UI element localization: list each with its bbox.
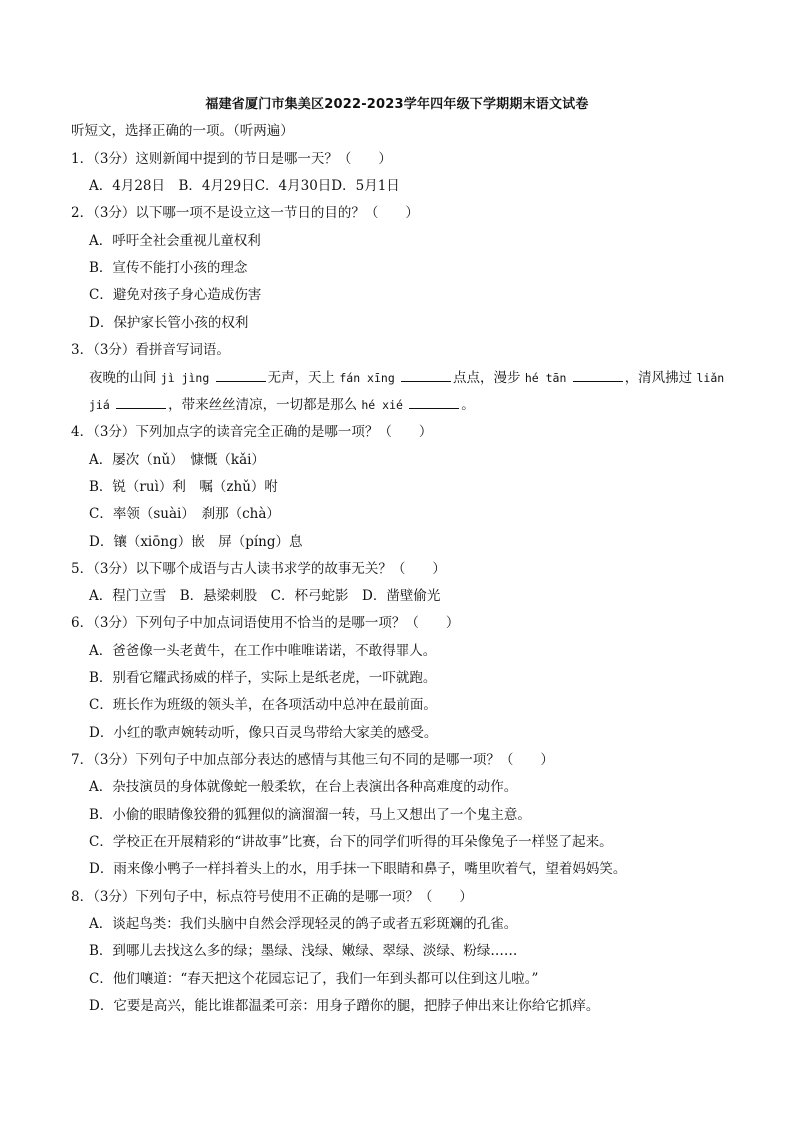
page-title: 福建省厦门市集美区2022-2023学年四年级下学期期末语文试卷 bbox=[205, 97, 589, 112]
q3-text: 无声，天上 bbox=[267, 370, 336, 386]
pinyin: hé xié bbox=[361, 398, 403, 412]
question-7-option-d: D．雨来像小鸭子一样抖着头上的水，用手抹一下眼睛和鼻子，嘴里吹着气，望着妈妈笑。 bbox=[89, 861, 627, 877]
question-2-option-b: B．宣传不能打小孩的理念 bbox=[89, 260, 248, 276]
q3-text: 夜晚的山间 bbox=[89, 370, 157, 386]
answer-blank[interactable] bbox=[401, 369, 451, 382]
question-6-stem: 6．（3分）下列句子中加点词语使用不恰当的是哪一项？（ ） bbox=[71, 615, 460, 631]
question-1-options: A．4月28日 B．4月29日C．4月30日D．5月1日 bbox=[89, 178, 400, 194]
question-2-option-c: C．避免对孩子身心造成伤害 bbox=[89, 287, 262, 303]
q3-text: ，清风拂过 bbox=[624, 370, 693, 386]
question-7-option-b: B．小偷的眼睛像狡猾的狐狸似的滴溜溜一转，马上又想出了一个鬼主意。 bbox=[89, 807, 531, 823]
pinyin: jì jìng bbox=[160, 371, 210, 385]
question-8-stem: 8．（3分）下列句子中，标点符号使用不正确的是哪一项？（ ） bbox=[71, 889, 473, 905]
question-8-option-a: A．谈起鸟类：我们头脑中自然会浮现轻灵的鸽子或者五彩斑斓的孔雀。 bbox=[89, 916, 518, 932]
answer-blank[interactable] bbox=[116, 396, 166, 409]
question-7-option-a: A．杂技演员的身体就像蛇一般柔软，在台上表演出各种高难度的动作。 bbox=[89, 779, 518, 795]
question-4-stem: 4．（3分）下列加点字的读音完全正确的是哪一项？（ ） bbox=[71, 424, 433, 440]
question-8-option-b: B．到哪儿去找这么多的绿；墨绿、浅绿、嫩绿、翠绿、淡绿、粉绿…… bbox=[89, 943, 518, 959]
question-4-option-c: C．率领（suài） 刹那（chà） bbox=[89, 506, 280, 522]
pinyin: fán xīng bbox=[339, 371, 395, 385]
question-5-stem: 5．（3分）以下哪个成语与古人读书求学的故事无关？（ ） bbox=[71, 561, 446, 577]
question-6-option-b: B．别看它耀武扬威的样子，实际上是纸老虎，一吓就跑。 bbox=[89, 670, 437, 686]
section-instruction: 听短文，选择正确的一项。（听两遍） bbox=[71, 123, 294, 139]
question-4-option-a: A．屡次（nǔ） 慷慨（kǎi） bbox=[89, 452, 265, 468]
question-3-line-1 bbox=[89, 368, 724, 388]
answer-blank[interactable] bbox=[409, 396, 459, 409]
question-3-stem: 3．（3分）看拼音写词语。 bbox=[71, 342, 230, 358]
question-6-option-d: D．小红的歌声婉转动听，像只百灵鸟带给大家美的感受。 bbox=[89, 725, 438, 741]
pinyin: jiá bbox=[89, 398, 110, 412]
q3-text: ，带来丝丝清凉，一切都是那么 bbox=[168, 397, 358, 413]
q3-text: 。 bbox=[461, 397, 475, 413]
question-7-stem: 7．（3分）下列句子中加点部分表达的感情与其他三句不同的是哪一项？（ ） bbox=[71, 752, 554, 768]
question-4-option-b: B．锐（ruì）利 嘱（zhǔ）咐 bbox=[89, 479, 278, 495]
pinyin: hé tān bbox=[524, 371, 567, 385]
pinyin: liǎn bbox=[696, 371, 725, 385]
answer-blank[interactable] bbox=[216, 369, 266, 382]
question-2-stem: 2．（3分）以下哪一项不是设立这一节日的目的？（ ） bbox=[71, 205, 419, 221]
question-6-option-a: A．爸爸像一头老黄牛，在工作中唯唯诺诺，不敢得罪人。 bbox=[89, 643, 437, 659]
question-2-option-d: D．保护家长管小孩的权利 bbox=[89, 315, 249, 331]
q3-text: 点点，漫步 bbox=[453, 370, 521, 386]
answer-blank[interactable] bbox=[573, 369, 623, 382]
question-5-options: A．程门立雪 B．悬梁刺股 C．杯弓蛇影 D．凿壁偷光 bbox=[89, 588, 441, 604]
question-2-option-a: A．呼吁全社会重视儿童权利 bbox=[89, 233, 261, 249]
question-1-stem: 1．（3分）这则新闻中提到的节日是哪一天？（ ） bbox=[71, 151, 392, 167]
question-8-option-c: C．他们嚷道：“春天把这个花园忘记了，我们一年到头都可以住到这儿啦。” bbox=[89, 971, 539, 987]
question-6-option-c: C．班长作为班级的领头羊，在各项活动中总冲在最前面。 bbox=[89, 697, 437, 713]
question-7-option-c: C．学校正在开展精彩的“讲故事”比赛，台下的同学们听得的耳朵像兔子一样竖了起来。 bbox=[89, 834, 613, 850]
question-4-option-d: D．镶（xiōng）嵌 屏（píng）息 bbox=[89, 534, 303, 550]
question-8-option-d: D．它要是高兴，能比谁都温柔可亲：用身子蹭你的腿，把脖子伸出来让你给它抓痒。 bbox=[89, 998, 600, 1014]
question-3-line-2 bbox=[89, 395, 475, 415]
